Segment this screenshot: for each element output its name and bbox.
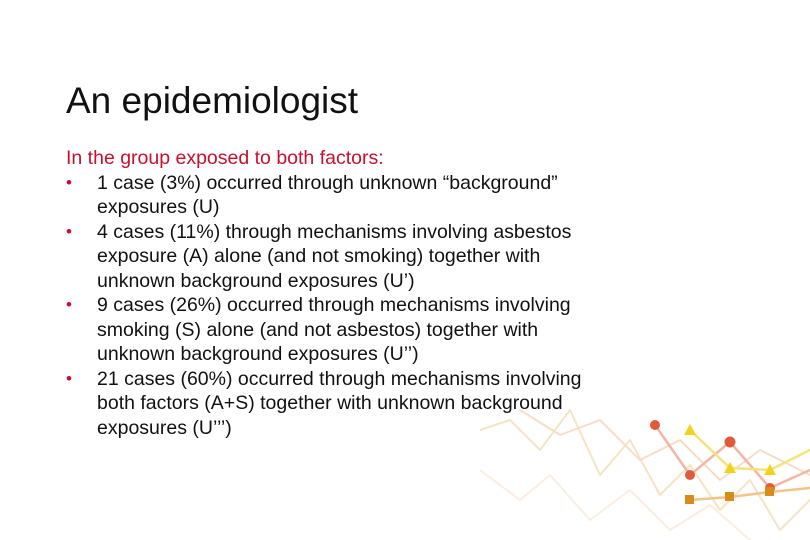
decor-faint-line (480, 470, 750, 540)
bullet-2-line-2: exposure (A) alone (and not smoking) together with (97, 245, 541, 267)
slide-title: An epidemiologist (66, 80, 359, 121)
bullet-dot-icon: • (66, 368, 72, 388)
decor-orange-line (690, 488, 810, 500)
bullet-item-1 (66, 171, 706, 220)
bullet-2-line-3: unknown background exposures (U’) (97, 269, 415, 292)
decor-red-dot (650, 420, 660, 430)
bullet-item-2 (66, 220, 706, 294)
bullet-dot-icon: • (66, 221, 72, 241)
decor-red-dot (725, 437, 736, 448)
bullet-3-line-3: unknown background exposures (U’’) (97, 343, 419, 365)
decor-red-dot (685, 470, 695, 480)
bullet-3-line-1: 9 cases (26%) occurred through mechanisms involving (97, 294, 571, 316)
decor-orange-square (685, 495, 694, 504)
decor-orange-square (725, 492, 734, 501)
bullet-4-line-1: 21 cases (60%) occurred through mechanisms involving (97, 367, 582, 390)
bullet-4-line-3: exposures (U’’’) (97, 416, 232, 439)
decor-orange-square (765, 487, 774, 496)
bullet-2-line-1: 4 cases (11%) through mechanisms involving asbestos (97, 220, 572, 243)
intro-text: In the group exposed to both factors: (66, 147, 384, 169)
bullet-3-line-2: smoking (S) alone (and not asbestos) together with (97, 318, 539, 341)
bullet-dot-icon: • (66, 172, 72, 192)
bullet-dot-icon: • (66, 295, 72, 314)
decor-red-line (655, 425, 810, 488)
bullet-item-3 (66, 293, 706, 367)
bullet-1-line-2: exposures (U) (97, 196, 220, 218)
decorative-line-graphic (480, 380, 810, 540)
bullet-1-line-1: 1 case (3%) occurred through unknown “background” (97, 171, 558, 194)
bullet-4-line-2: both factors (A+S) together with unknown background (97, 392, 563, 414)
decor-yellow-triangle (684, 424, 696, 435)
